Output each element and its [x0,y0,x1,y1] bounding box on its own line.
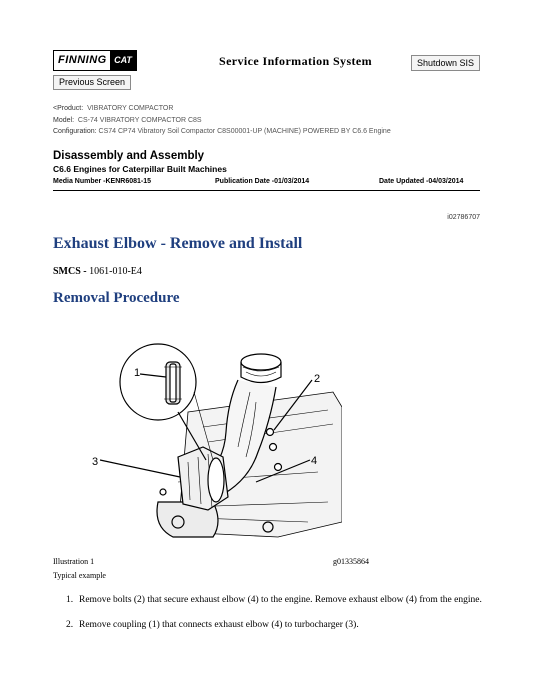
procedure-steps [66,594,486,644]
app-title: Service Information System [219,54,373,68]
list-item [66,594,486,606]
previous-screen-button[interactable]: Previous Screen [53,75,131,90]
date-updated: Date Updated -04/03/2014 [379,178,464,185]
illustration-caption: Illustration 1 [53,557,95,566]
cat-logo-mark: CAT [110,51,136,70]
configuration-value: CS74 CP74 Vibratory Soil Compactor C8S00001-UP (MACHINE) POWERED BY C6.6 Engine [98,128,391,135]
page-title: Exhaust Elbow - Remove and Install [53,235,303,252]
publication-date: Publication Date -01/03/2014 [215,178,310,185]
model-label: Model: [53,116,75,124]
configuration-label: Configuration: [53,128,97,135]
model-value: CS-74 VIBRATORY COMPACTOR C8S [77,116,202,124]
callout-2: 2 [314,373,321,385]
illustration-note: Typical example [53,571,106,580]
step-text: Remove bolts (2) that secure exhaust elbow (4) to the engine. Remove exhaust elbow (4) from the engine. [79,595,482,605]
step-number: 1. [66,595,74,605]
callout-3: 3 [92,456,99,468]
media-number: Media Number -KENR6081-15 [53,178,152,185]
document-id: i02786707 [447,214,480,221]
section-title: Removal Procedure [53,290,180,306]
finning-cat-logo [53,50,137,71]
breadcrumb [53,103,391,138]
callout-1: 1 [134,367,141,379]
breadcrumb-product[interactable] [53,103,391,115]
product-link[interactable]: <Product: VIBRATORY COMPACTOR [53,105,174,112]
shutdown-sis-button[interactable]: Shutdown SIS [411,55,480,71]
step-text: Remove coupling (1) that connects exhaust elbow (4) to turbocharger (3). [79,620,359,630]
document-category: Disassembly and Assembly [53,150,205,162]
step-number: 2. [66,620,74,630]
breadcrumb-configuration [53,126,391,138]
list-item [66,619,486,631]
logo-text: FINNING [54,51,110,70]
smcs-code: SMCS - 1061-010-E4 [53,266,142,277]
header-divider [53,190,480,191]
document-subtitle: C6.6 Engines for Caterpillar Built Machines [53,164,227,174]
breadcrumb-model [53,115,391,127]
exhaust-elbow-illustration [78,332,342,546]
illustration-id: g01335864 [333,557,369,566]
callout-4: 4 [311,455,318,467]
